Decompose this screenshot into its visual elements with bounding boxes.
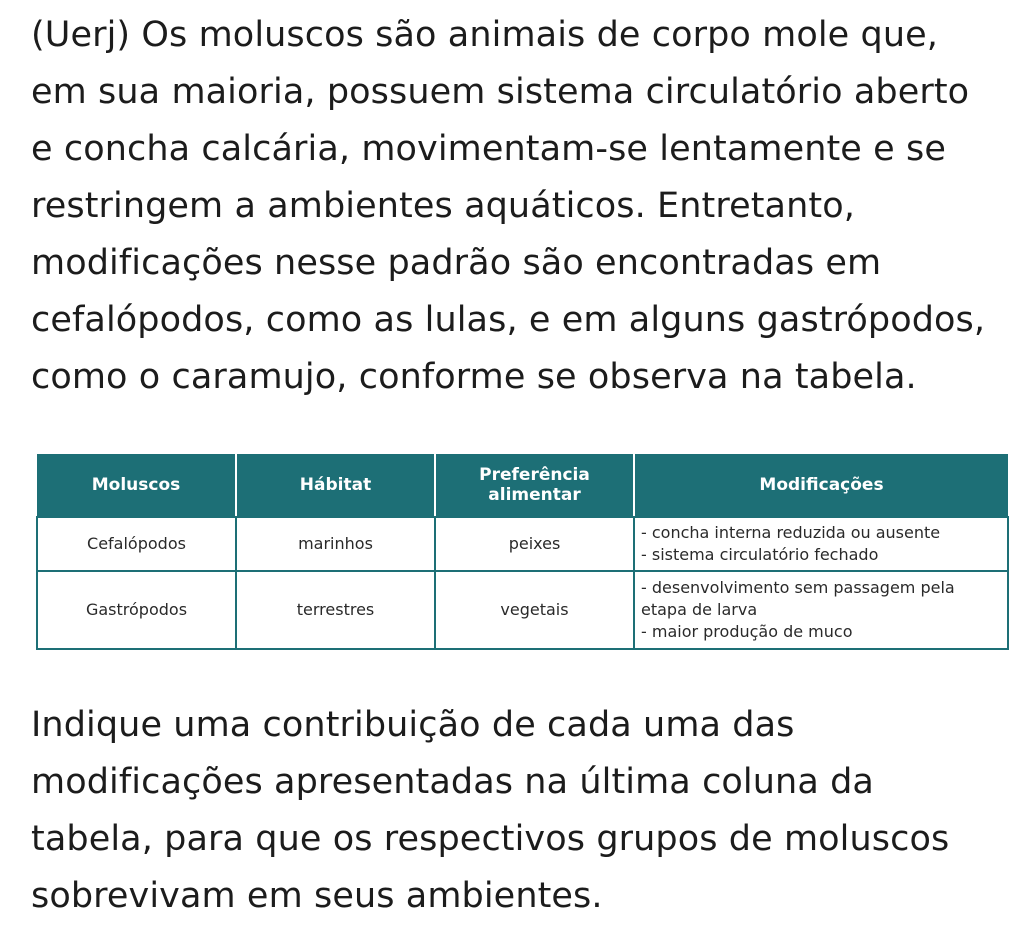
- intro-line: em sua maioria, possuem sistema circulatório aberto: [31, 72, 970, 112]
- intro-line: como o caramujo, conforme se observa na tabela.: [31, 357, 917, 397]
- modification-item: - sistema circulatório fechado: [641, 545, 879, 564]
- question-line: sobrevivam em seus ambientes.: [31, 876, 603, 916]
- question-line: Indique uma contribuição de cada uma das: [31, 705, 795, 745]
- header-moluscos: Moluscos: [37, 454, 236, 517]
- mollusc-table-container: [36, 454, 1007, 650]
- intro-line: (Uerj) Os moluscos são animais de corpo mole que,: [31, 15, 939, 55]
- header-preferencia: Preferência alimentar: [435, 454, 634, 517]
- table-row: [37, 517, 1008, 571]
- cell-habitat: terrestres: [236, 571, 435, 649]
- modification-item: etapa de larva: [641, 600, 758, 619]
- cell-molusco: Gastrópodos: [37, 571, 236, 649]
- modification-item: - maior produção de muco: [641, 622, 853, 641]
- table-header-row: [37, 454, 1008, 517]
- header-habitat: Hábitat: [236, 454, 435, 517]
- header-modificacoes: Modificações: [634, 454, 1008, 517]
- intro-line: e concha calcária, movimentam-se lentamente e se: [31, 129, 946, 169]
- question-line: tabela, para que os respectivos grupos de moluscos: [31, 819, 950, 859]
- intro-line: restringem a ambientes aquáticos. Entretanto,: [31, 186, 855, 226]
- intro-line: modificações nesse padrão são encontradas em: [31, 243, 882, 283]
- question-line: modificações apresentadas na última coluna da: [31, 762, 874, 802]
- intro-line: cefalópodos, como as lulas, e em alguns gastrópodos,: [31, 300, 986, 340]
- cell-modificacoes: [634, 517, 1008, 571]
- cell-modificacoes: [634, 571, 1008, 649]
- mollusc-table: [36, 454, 1009, 650]
- cell-molusco: Cefalópodos: [37, 517, 236, 571]
- modification-item: - desenvolvimento sem passagem pela: [641, 578, 955, 597]
- modification-item: - concha interna reduzida ou ausente: [641, 523, 941, 542]
- cell-habitat: marinhos: [236, 517, 435, 571]
- question-paragraph: [31, 697, 949, 925]
- cell-preferencia: peixes: [435, 517, 634, 571]
- intro-paragraph: [31, 7, 985, 406]
- cell-preferencia: vegetais: [435, 571, 634, 649]
- table-row: [37, 571, 1008, 649]
